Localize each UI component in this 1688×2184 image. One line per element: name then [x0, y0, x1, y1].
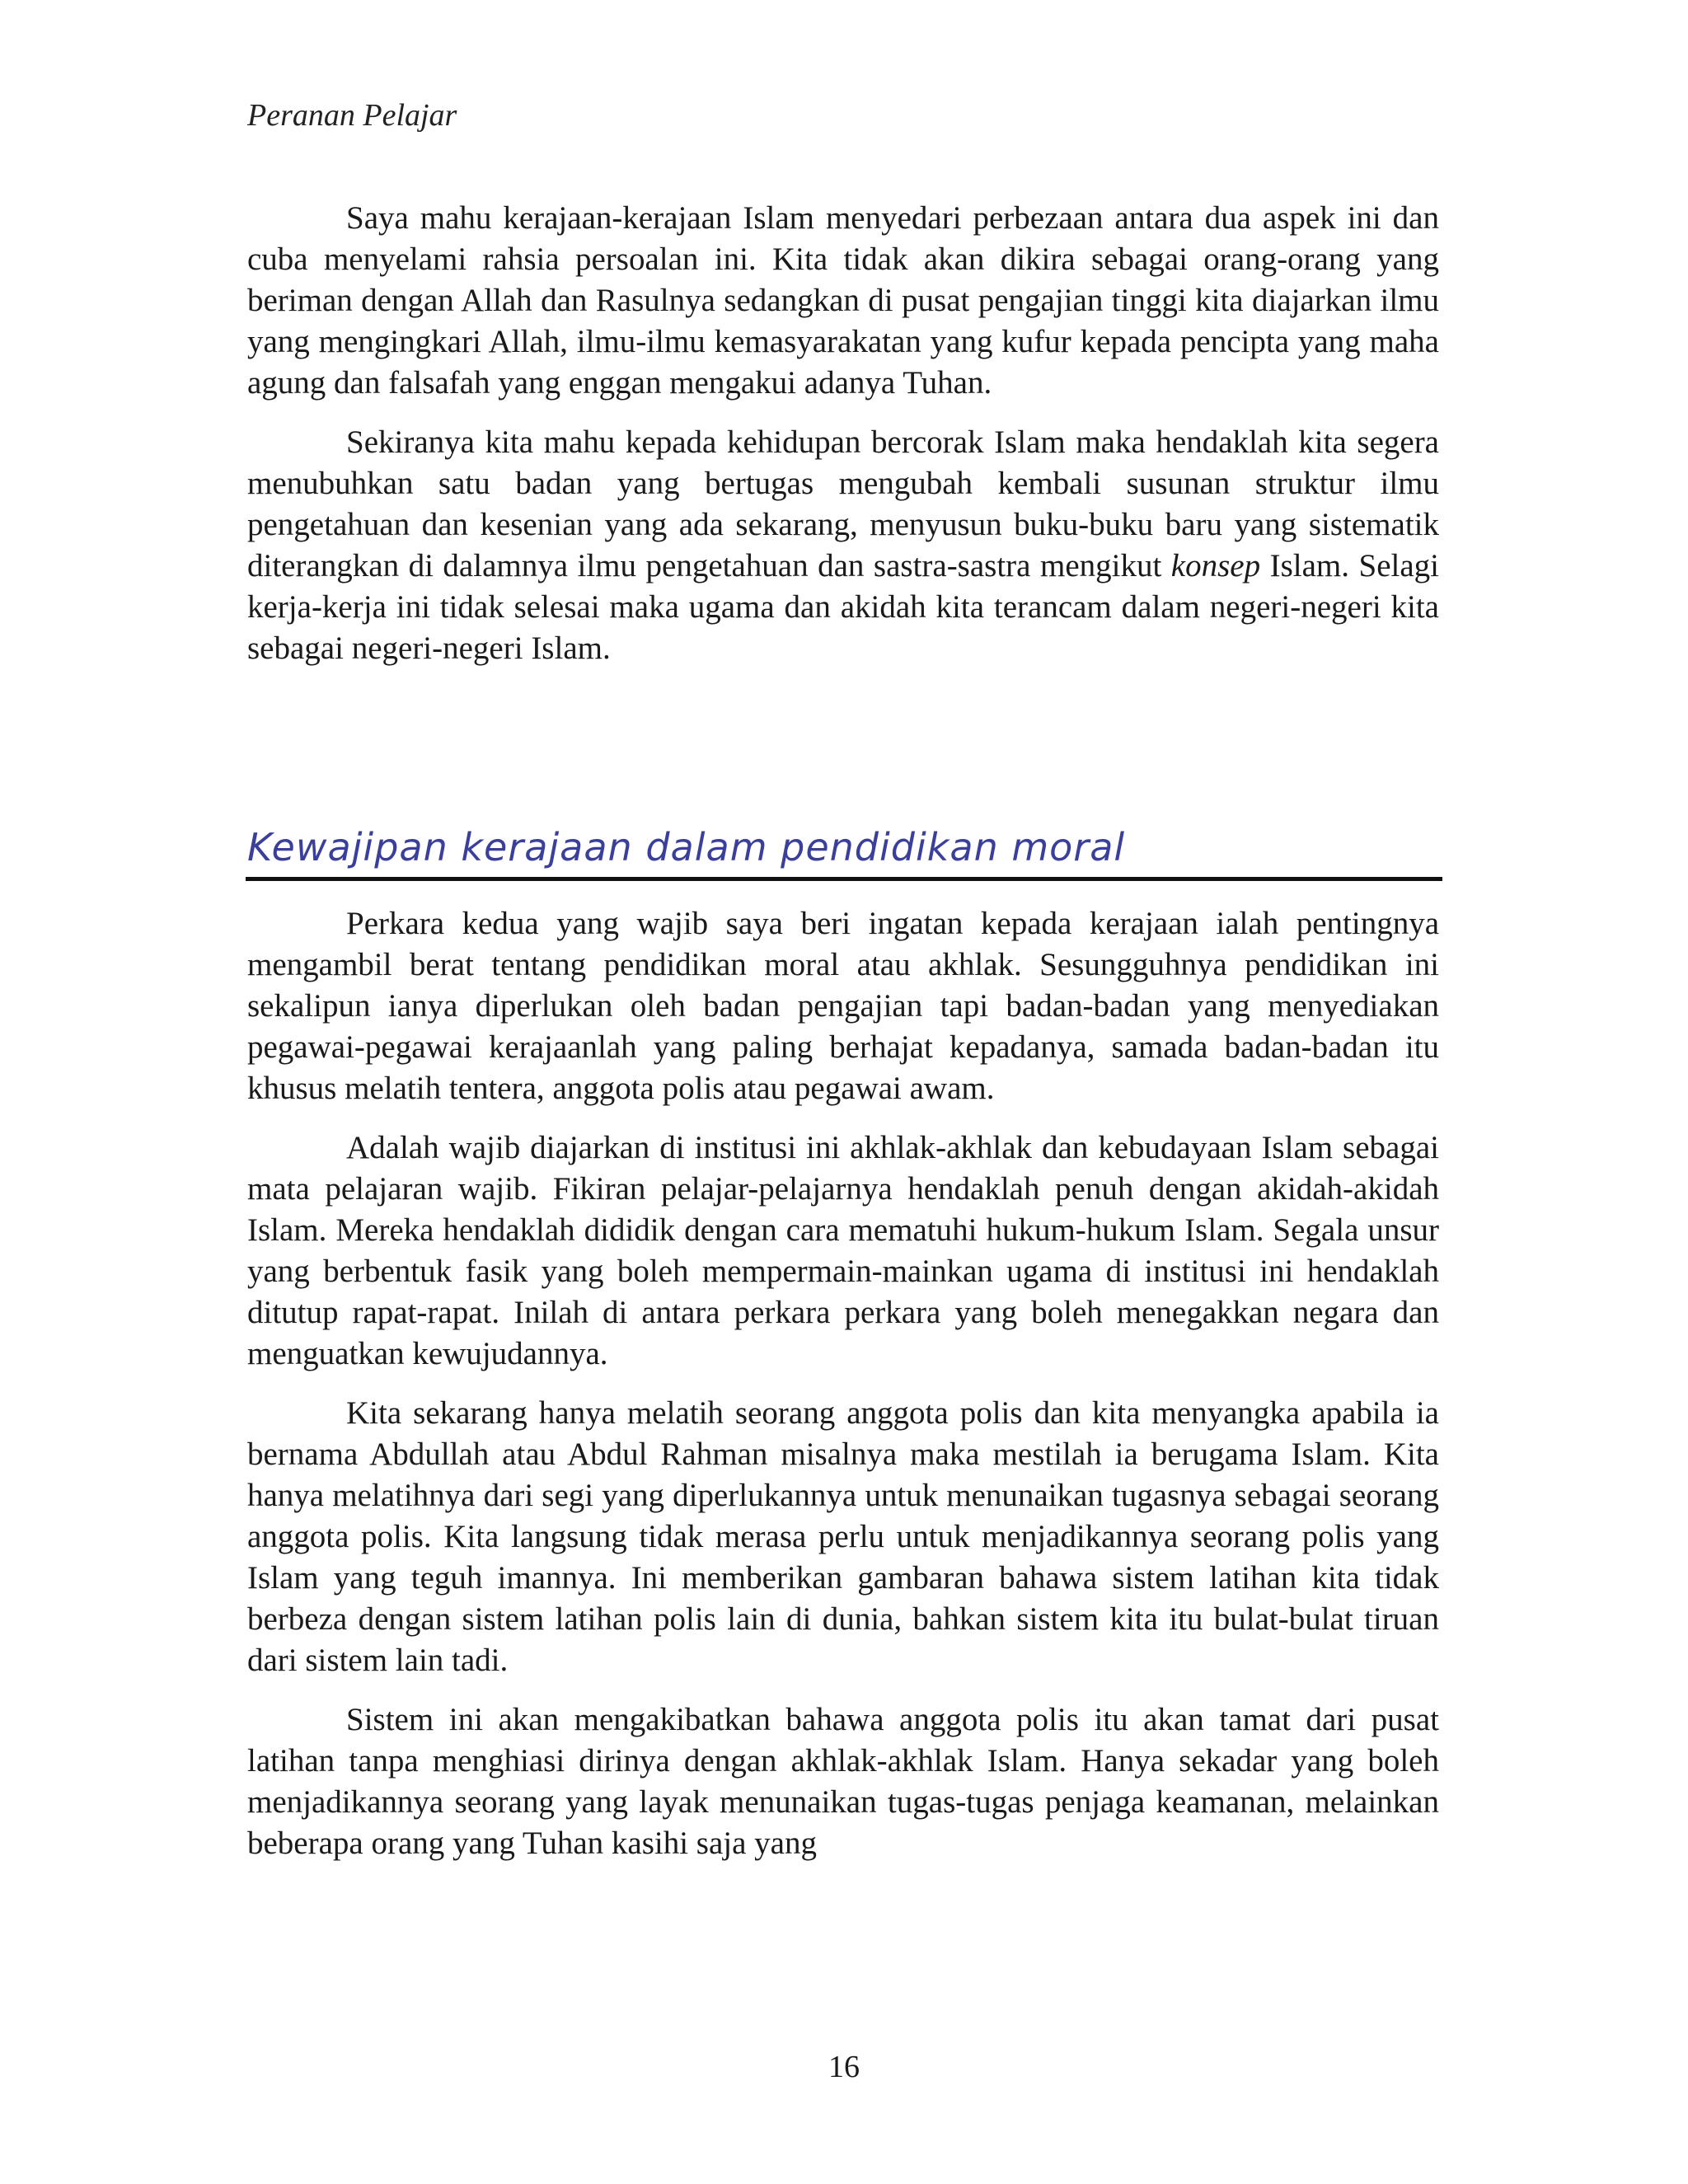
heading-rule — [246, 877, 1442, 881]
section-body — [247, 903, 1439, 1882]
paragraph-text: Islam. Selagi kerja-kerja ini tidak selesai maka ugama dan akidah kita terancam dalam negeri-negeri kita sebagai negeri-negeri Islam. — [247, 548, 1439, 666]
paragraph: Kita sekarang hanya melatih seorang anggota polis dan kita menyangka apabila ia bernama Abdullah atau Abdul Rahman misalnya maka mestilah ia berugama Islam. Kita hanya melatihnya dari segi yang diperlukannya untuk menunaikan tugasnya sebagai seorang anggota polis. Kita langsung tidak merasa perlu untuk menjadikannya seorang polis yang Islam yang teguh imannya. Ini memberikan gambaran bahawa sistem latihan kita tidak berbeza dengan sistem latihan polis lain di dunia, bahkan sistem kita itu bulat-bulat tiruan dari sistem lain tadi. — [247, 1395, 1439, 1678]
running-head: Peranan Pelajar — [247, 98, 457, 133]
paragraph: Perkara kedua yang wajib saya beri ingatan kepada kerajaan ialah pentingnya mengambil berat tentang pendidikan moral atau akhlak. Sesungguhnya pendidikan ini sekalipun ianya diperlukan oleh badan pengajian tapi badan-badan yang menyediakan pegawai-pegawai kerajaanlah yang paling berhajat kepadanya, samada badan-badan itu khusus melatih tentera, anggota polis atau pegawai awam. — [247, 906, 1439, 1106]
section-intro — [247, 198, 1439, 687]
section-heading-text: Kewajipan kerajaan dalam pendidikan moral — [247, 825, 1126, 869]
page-number: 16 — [828, 2050, 860, 2084]
paragraph — [247, 422, 1439, 669]
paragraph: Sistem ini akan mengakibatkan bahawa anggota polis itu akan tamat dari pusat latihan tanpa menghiasi dirinya dengan akhlak-akhlak Islam. Hanya sekadar yang boleh menjadikannya seorang yang layak menunaikan tugas-tugas penjaga keamanan, melainkan beberapa orang yang Tuhan kasihi saja yang — [247, 1702, 1439, 1861]
paragraph: Adalah wajib diajarkan di institusi ini akhlak-akhlak dan kebudayaan Islam sebagai mata pelajaran wajib. Fikiran pelajar-pelajarnya hendaklah penuh dengan akidah-akidah Islam. Mereka hendaklah dididik dengan cara mematuhi hukum-hukum Islam. Segala unsur yang berbentuk fasik yang boleh mempermain-mainkan ugama di institusi ini hendaklah ditutup rapat-rapat. Inilah di antara perkara perkara yang boleh menegakkan negara dan menguatkan kewujudannya. — [247, 1130, 1439, 1371]
emphasis-text: konsep — [1170, 548, 1261, 583]
paragraph: Saya mahu kerajaan-kerajaan Islam menyedari perbezaan antara dua aspek ini dan cuba menyelami rahsia persoalan ini. Kita tidak akan dikira sebagai orang-orang yang beriman dengan Allah dan Rasulnya sedangkan di pusat pengajian tinggi kita diajarkan ilmu yang mengingkari Allah, ilmu-ilmu kemasyarakatan yang kufur kepada pencipta yang maha agung dan falsafah yang enggan mengakui adanya Tuhan. — [247, 200, 1439, 401]
paragraph-text: Sekiranya kita mahu kepada kehidupan bercorak Islam maka hendaklah kita segera menubuhkan satu badan yang bertugas mengubah kembali susunan struktur ilmu pengetahuan dan kesenian yang ada sekarang, menyusun buku-buku baru yang sistematik diterangkan di dalamnya ilmu pengetahuan dan sastra-sastra mengikut — [247, 424, 1439, 583]
section-heading — [246, 823, 1442, 881]
